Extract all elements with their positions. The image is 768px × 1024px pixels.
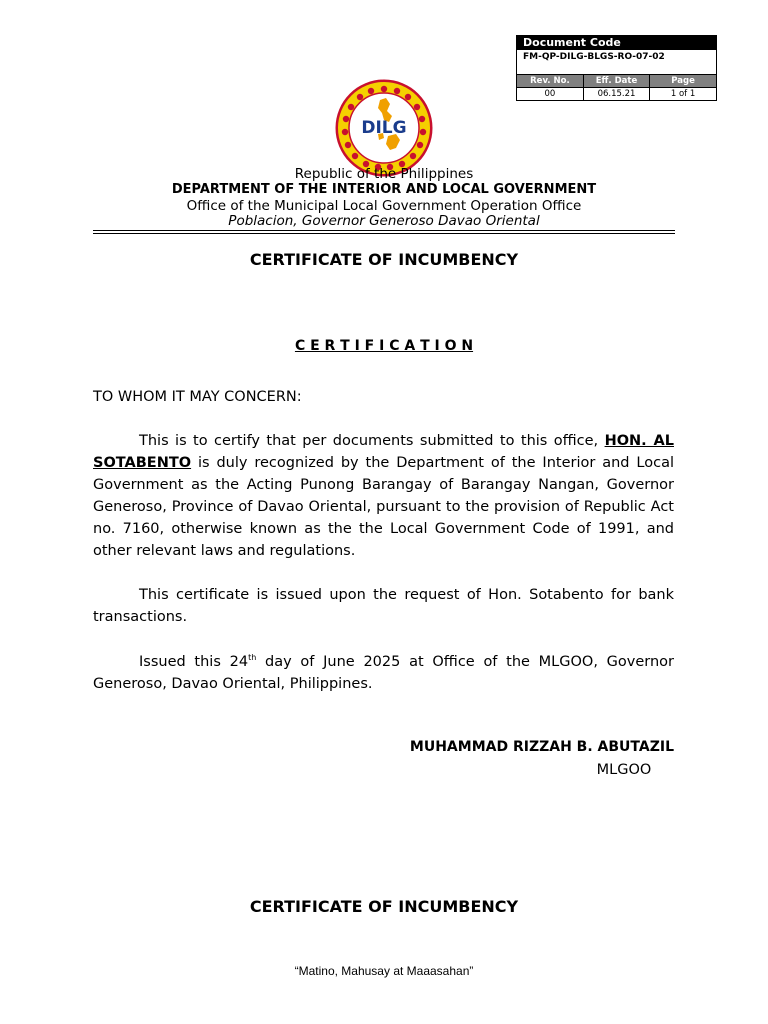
eff-date-header: Eff. Date (583, 75, 649, 88)
rev-no-value: 00 (517, 88, 583, 101)
signatory-position (374, 762, 652, 778)
document-code-header: Document Code (517, 36, 716, 50)
signatory-position-text: MLGOO (596, 762, 652, 778)
repeat-title: CERTIFICATE OF INCUMBENCY (249, 897, 519, 916)
salutation: TO WHOM IT MAY CONCERN: (93, 389, 302, 405)
paragraph-certification-intro: This is to certify that per documents submitted to this office, (139, 433, 605, 449)
footer-motto: “Matino, Mahusay at Maaasahan” (294, 964, 474, 978)
document-code-value: FM-QP-DILG-BLGS-RO-07-02 (517, 50, 716, 75)
issued-date-intro: Issued this 24 (139, 654, 249, 670)
eff-date-value: 06.15.21 (583, 88, 649, 101)
dilg-seal-logo (334, 78, 434, 178)
letterhead-address: Poblacion, Governor Generoso Davao Oriental (228, 213, 540, 229)
page-header: Page (650, 75, 716, 88)
header-rule-top (93, 230, 675, 231)
page-value: 1 of 1 (650, 88, 716, 101)
document-code-box (516, 35, 717, 101)
letterhead-department: DEPARTMENT OF THE INTERIOR AND LOCAL GOVERNMENT (171, 182, 597, 197)
paragraph-issued (93, 651, 674, 695)
signatory-name: MUHAMMAD RIZZAH B. ABUTAZIL (409, 739, 674, 755)
letterhead-office: Office of the Municipal Local Government Operation Office (186, 198, 582, 214)
revision-table (517, 75, 716, 100)
letterhead-republic: Republic of the Philippines (294, 166, 474, 182)
seal-text: DILG (361, 118, 407, 138)
issued-date-suffix: th (248, 653, 257, 663)
rev-no-header: Rev. No. (517, 75, 583, 88)
header-rule-bottom (93, 233, 675, 234)
paragraph-certification-body: is duly recognized by the Department of the Interior and Local Government as the Acting Punong Barangay of Barangay Nangan, Governor Generoso, Province of Davao Oriental, pursuant to the provision of Republic Act no. 7160, otherwise known as the the Local Government Code of 1991, and other relevant laws and regulations. (93, 455, 674, 559)
document-title: CERTIFICATE OF INCUMBENCY (249, 250, 519, 269)
paragraph-certification (93, 430, 674, 562)
certification-heading: C E R T I F I C A T I O N (294, 338, 474, 354)
paragraph-purpose: This certificate is issued upon the request of Hon. Sotabento for bank transactions. (93, 587, 674, 625)
issued-date-rest: day of June 2025 at Office of the MLGOO, Governor Generoso, Davao Oriental, Philippines. (93, 654, 675, 692)
incumbent-name: HON. AL SOTABENTO (93, 433, 674, 471)
